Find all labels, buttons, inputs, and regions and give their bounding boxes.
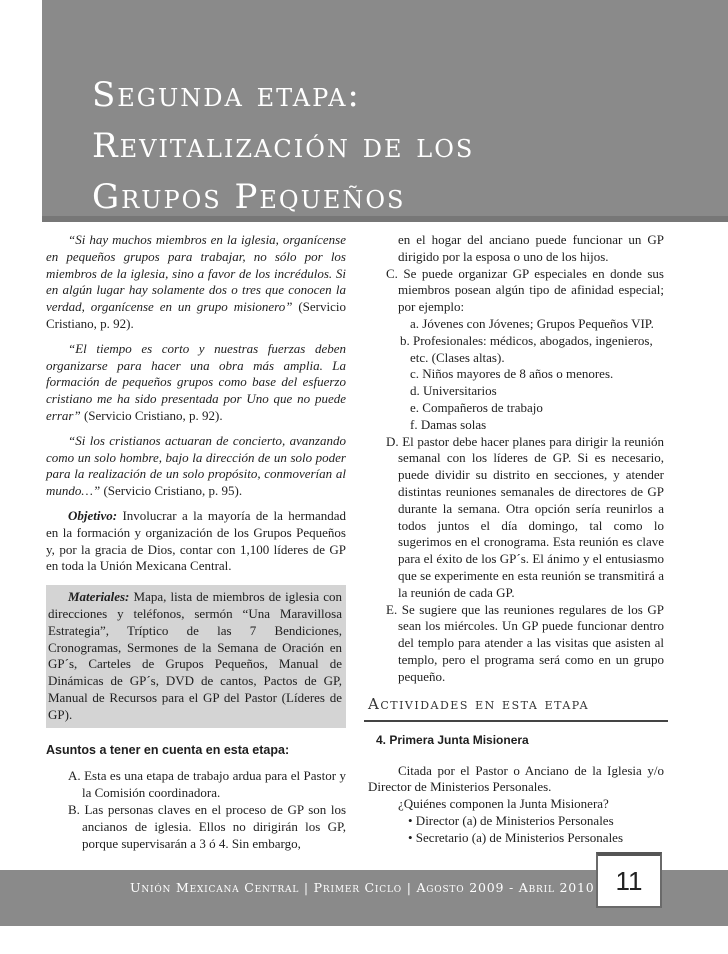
quote-2-ref: (Servicio Cristiano, p. 92). bbox=[80, 407, 223, 423]
materials-paragraph bbox=[48, 589, 342, 723]
considerations-heading: Asuntos a tener en cuenta en esta etapa: bbox=[46, 742, 290, 757]
sub-item: b. Profesionales: médicos, abogados, ingenieros, etc. (Clases altas). bbox=[400, 332, 653, 365]
activity-question: ¿Quiénes componen la Junta Misionera? bbox=[398, 796, 609, 812]
list-item: A. Esta es una etapa de trabajo ardua para el Pastor y la Comisión coordinadora. bbox=[68, 768, 346, 801]
section-title-activities: Actividades en esta etapa bbox=[368, 694, 590, 713]
title-line-3: Grupos Pequeños bbox=[92, 177, 406, 217]
sub-item: a. Jóvenes con Jóvenes; Grupos Pequeños VIP. bbox=[410, 315, 654, 331]
activity-paragraph: Citada por el Pastor o Anciano de la Iglesia y/o Director de Ministerios Personales. bbox=[368, 762, 664, 795]
title-line-2: Revitalización de los bbox=[92, 126, 475, 166]
sub-item: c. Niños mayores de 8 años o menores. bbox=[410, 366, 614, 382]
page-title bbox=[92, 70, 474, 223]
page-number: 11 bbox=[615, 866, 643, 896]
quote-1 bbox=[46, 232, 346, 333]
left-column bbox=[46, 232, 346, 852]
bullet-item: • Secretario (a) de Ministerios Personales bbox=[408, 829, 624, 845]
item-c: C. Se puede organizar GP especiales en donde sus miembros posean algún tipo de afinidad especial; por ejemplo: bbox=[386, 265, 664, 315]
quote-3-ref: (Servicio Cristiano, p. 95). bbox=[100, 483, 243, 499]
quote-2 bbox=[46, 341, 346, 425]
quote-3-text: “Si los cristianos actuaran de concierto, avanzando como un solo hombre, bajo la dirección de un solo poder para la realización de un solo propósito, conmoverían al mundo…” bbox=[46, 432, 346, 499]
header-left-margin bbox=[0, 0, 42, 222]
considerations-list bbox=[46, 768, 346, 852]
quote-1-text: “Si hay muchos miembros en la iglesia, organícense en pequeños grupos para trabajar, no sólo por los miembros de la iglesia, sino a favor de los incrédulos. Si en algún lugar hay solamente dos o tres que conocen la verdad, organícense en un grupo misionero” bbox=[46, 232, 346, 315]
item-b-continuation: en el hogar del anciano puede funcionar un GP dirigido por la esposa o uno de los hijos. bbox=[398, 232, 664, 264]
activity-heading: 4. Primera Junta Misionera bbox=[376, 732, 529, 747]
quote-2-text: “El tiempo es corto y nuestras fuerzas deben organizarse para hacer una obra más amplia. La formación de pequeños grupos como base del esfuerzo cristiano me ha sido presentada por Uno que no puede errar” bbox=[46, 340, 346, 423]
quote-3 bbox=[46, 433, 346, 500]
section-divider bbox=[364, 720, 668, 722]
materials-text: Mapa, lista de miembros de iglesia con direcciones y teléfonos, sermón “Una Maravillosa Estrategia”, Tríptico de las 7 Bendiciones, Cronogramas, Sermones de la Semana de Oración en GP´s, Carteles de Grupos Pequeños, Manual de Dinámicas de GP´s, DVD de cantos, Pactos de GP, Manual de Recursos para el GP del Pastor (Líderes de GP). bbox=[48, 589, 342, 722]
objective-label: Objetivo: bbox=[68, 507, 118, 523]
materials-box bbox=[46, 585, 346, 727]
objective-text: Involucrar a la mayoría de la hermandad en la formación y organización de los Grupos Pequeños y, por la gracia de Dios, contar con 1,100 líderes de GP en toda la Unión Mexicana Central. bbox=[46, 507, 346, 574]
title-line-1: Segunda etapa: bbox=[92, 75, 361, 115]
objective-paragraph bbox=[46, 508, 346, 575]
item-d: D. El pastor debe hacer planes para dirigir la reunión semanal con los líderes de GP. Si es necesario, puede dividir su distrito en secciones, y atender distintas reuniones semanales de directores de GP durante la semana. Otra opción sería reunirlos a todos juntos el día domingo, tal como lo sugerimos en el cronograma. Esta reunión es clave para el éxito de los GP´s. El ánimo y el entusiasmo que se experimente en esta reunión se transmitirá a la reunión de cada GP. bbox=[386, 433, 664, 600]
sub-item: e. Compañeros de trabajo bbox=[410, 399, 543, 415]
right-column bbox=[368, 232, 664, 847]
materials-label: Materiales: bbox=[68, 589, 130, 605]
item-e: E. Se sugiere que las reuniones regulares de los GP sean los miércoles. Un GP puede funcionar dentro del templo para atender a las visitas que asisten al templo, pero el programa será como en un grupo pequeño. bbox=[386, 601, 664, 684]
footer-text: Unión Mexicana Central | Primer Ciclo | Agosto 2009 - Abril 2010 bbox=[130, 880, 595, 895]
sub-item: f. Damas solas bbox=[410, 416, 487, 432]
list-item: B. Las personas claves en el proceso de GP son los ancianos de iglesia. Ellos no dirigirán los GP, porque supervisarán a 3 ó 4. Sin embargo, bbox=[68, 801, 346, 851]
sub-item: d. Universitarios bbox=[410, 383, 497, 399]
quote-1-ref: (Servicio Cristiano, p. 92). bbox=[46, 299, 346, 331]
bullet-item: • Director (a) de Ministerios Personales bbox=[408, 813, 614, 828]
